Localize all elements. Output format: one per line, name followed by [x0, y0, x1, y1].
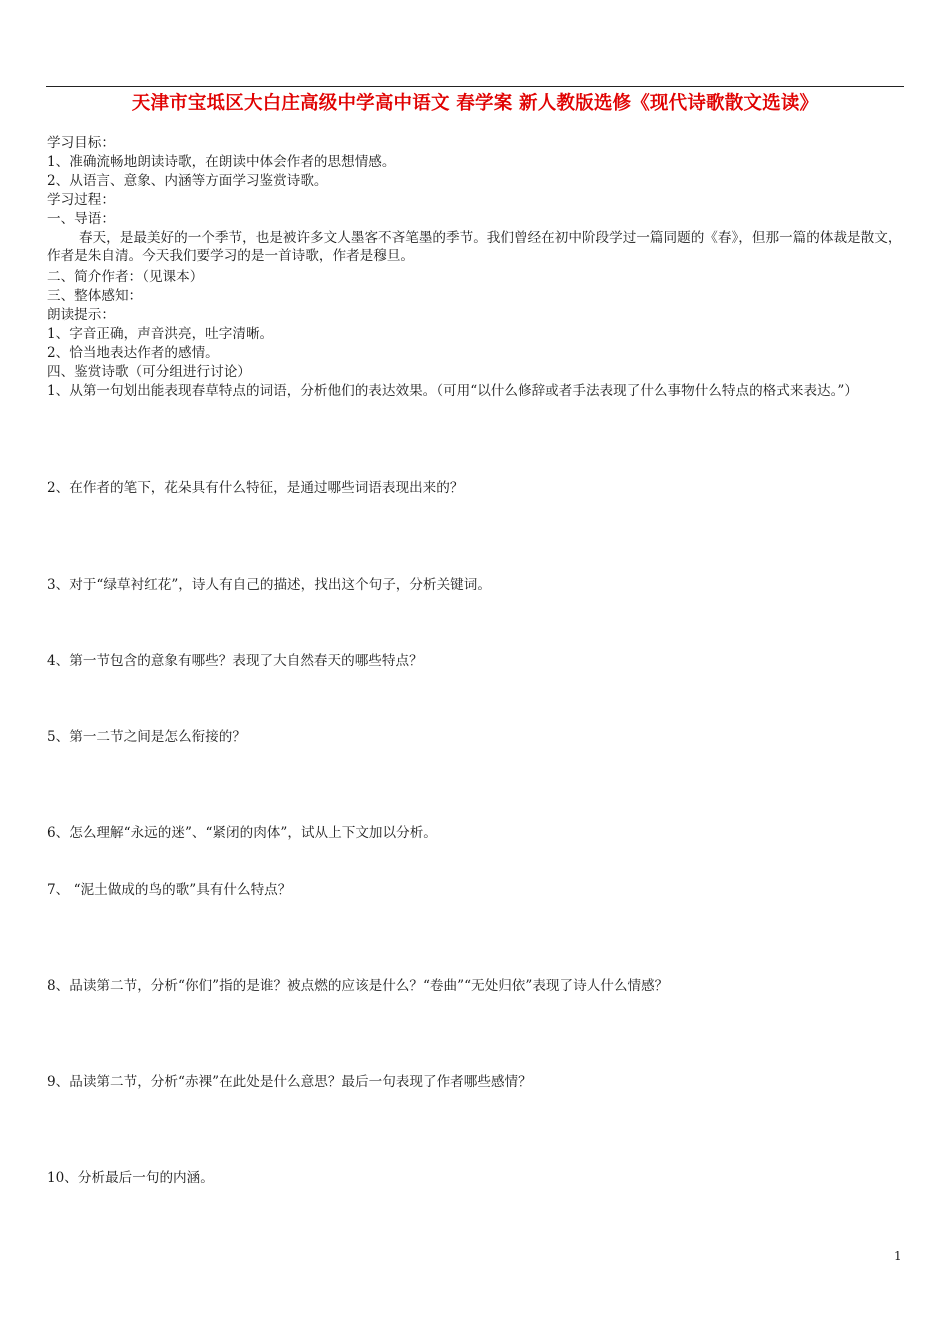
question-item: 2、在作者的笔下，花朵具有什么特征，是通过哪些词语表现出来的？ — [47, 480, 464, 496]
document-title: 天津市宝坻区大白庄高级中学高中语文 春学案 新人教版选修《现代诗歌散文选读》 — [131, 93, 819, 114]
reading-tips-heading: 朗读提示： — [47, 307, 115, 323]
question-item: 3、对于“绿草衬红花”，诗人有自己的描述，找出这个句子，分析关键词。 — [47, 577, 491, 593]
question-item: 5、第一二节之间是怎么衔接的？ — [47, 729, 246, 745]
intro-heading: 一、导语： — [47, 211, 115, 227]
reading-tip-item: 1、字音正确，声音洪亮，吐字清晰。 — [47, 326, 274, 342]
question-item: 6、怎么理解“永远的迷”、“紧闭的肉体”，试从上下文加以分析。 — [47, 825, 437, 841]
reading-tip-item: 2、恰当地表达作者的感情。 — [47, 345, 219, 361]
question-item: 8、品读第二节，分析“你们”指的是谁？被点燃的应该是什么？“卷曲”“无处归依”表现了诗人什么情感？ — [47, 978, 669, 994]
page-number: 1 — [894, 1249, 902, 1263]
author-heading: 二、简介作者：（见课本） — [47, 269, 204, 285]
question-item: 10、分析最后一句的内涵。 — [47, 1170, 214, 1186]
question-item: 9、品读第二节，分析“赤裸”在此处是什么意思？最后一句表现了作者哪些感情？ — [47, 1074, 532, 1090]
objective-item: 2、从语言、意象、内涵等方面学习鉴赏诗歌。 — [47, 173, 328, 189]
objectives-heading: 学习目标： — [47, 135, 115, 151]
question-item: 7、 “泥土做成的鸟的歌”具有什么特点？ — [47, 882, 292, 898]
process-heading: 学习过程： — [47, 192, 115, 208]
objective-item: 1、准确流畅地朗读诗歌，在朗读中体会作者的思想情感。 — [47, 154, 396, 170]
appreciation-heading: 四、鉴赏诗歌（可分组进行讨论） — [47, 364, 251, 380]
question-item: 1、从第一句划出能表现春草特点的词语，分析他们的表达效果。（可用“以什么修辞或者手法表现了什么事物什么特点的格式来表达。”） — [47, 383, 858, 399]
question-item: 4、第一节包含的意象有哪些？表现了大自然春天的哪些特点？ — [47, 653, 423, 669]
intro-paragraph: 春天，是最美好的一个季节，也是被许多文人墨客不吝笔墨的季节。我们曾经在初中阶段学过一篇同题的《春》，但那一篇的体裁是散文，作者是朱自清。今天我们要学习的是一首诗歌，作者是穆旦。 — [47, 230, 902, 264]
header-rule — [46, 86, 904, 87]
overview-heading: 三、整体感知： — [47, 288, 143, 304]
